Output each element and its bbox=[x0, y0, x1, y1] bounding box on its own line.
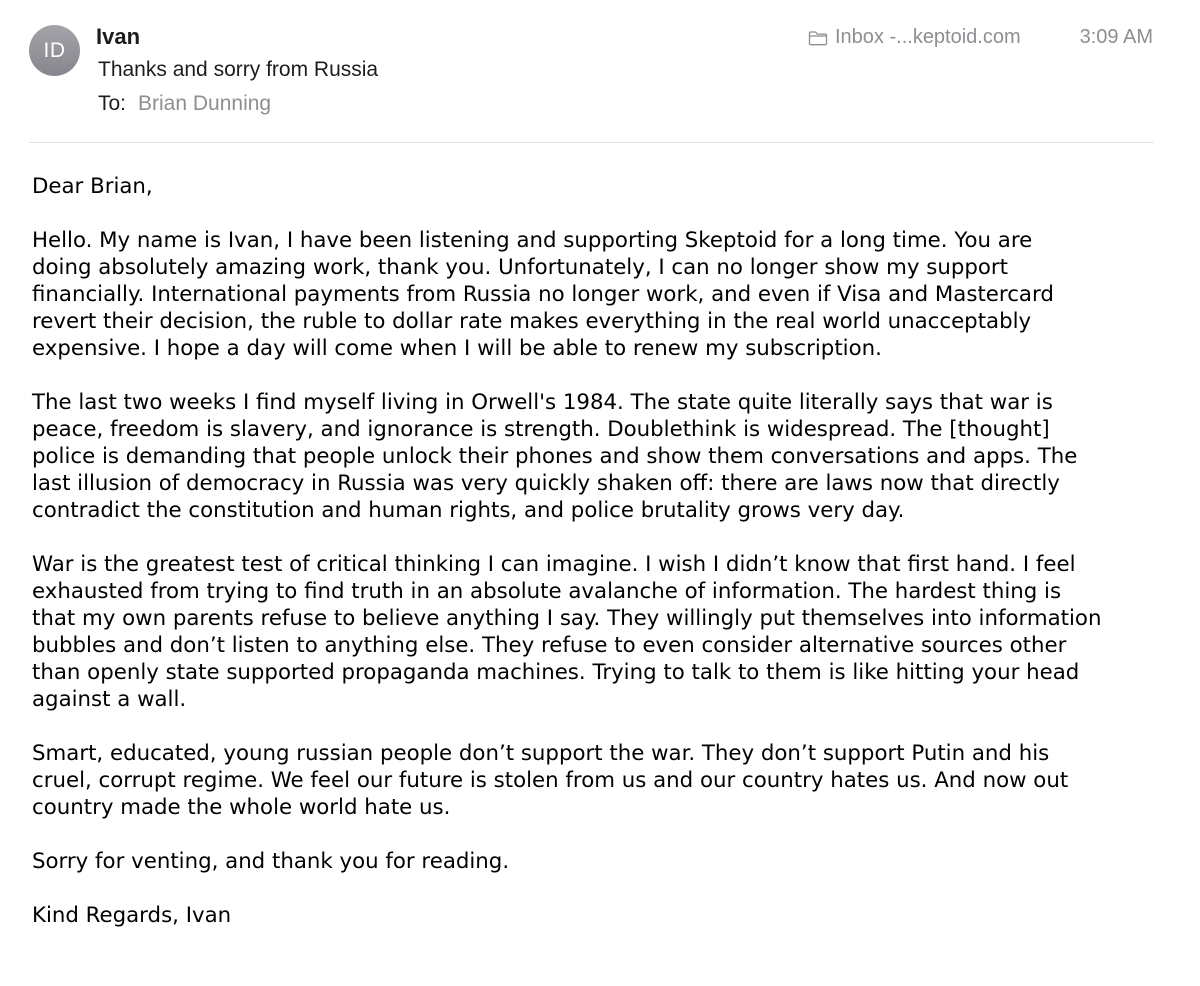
message-body bbox=[32, 173, 1172, 956]
body-line: contradict the constitution and human rights, and police brutality grows very day. bbox=[32, 498, 905, 523]
header-divider bbox=[29, 142, 1154, 143]
mailbox-location[interactable] bbox=[808, 26, 1021, 49]
paragraph-2 bbox=[32, 389, 1172, 524]
body-line: last illusion of democracy in Russia was very quickly shaken off: there are laws now that directly bbox=[32, 471, 1060, 496]
body-line: against a wall. bbox=[32, 687, 187, 712]
body-line: financially. International payments from Russia no longer work, and even if Visa and Mastercard bbox=[32, 282, 1054, 307]
body-line: peace, freedom is slavery, and ignorance is strength. Doublethink is widespread. The [thought] bbox=[32, 417, 1050, 442]
body-line: Smart, educated, young russian people don’t support the war. They don’t support Putin and his bbox=[32, 741, 1050, 766]
signoff: Kind Regards, Ivan bbox=[32, 903, 232, 928]
body-line: than openly state supported propaganda machines. Trying to talk to them is like hitting your head bbox=[32, 660, 1080, 685]
paragraph-4 bbox=[32, 740, 1172, 821]
body-line: bubbles and don’t listen to anything else. They refuse to even consider alternative sources other bbox=[32, 633, 1067, 658]
body-line: War is the greatest test of critical thinking I can imagine. I wish I didn’t know that first hand. I feel bbox=[32, 552, 1076, 577]
mailbox-label: Inbox -...keptoid.com bbox=[835, 26, 1021, 48]
sender-name[interactable]: Ivan bbox=[96, 24, 141, 49]
to-label: To: bbox=[98, 92, 127, 115]
recipient-name[interactable]: Brian Dunning bbox=[138, 92, 272, 115]
body-line: that my own parents refuse to believe anything I say. They willingly put themselves into information bbox=[32, 606, 1102, 631]
body-line: revert their decision, the ruble to dollar rate makes everything in the real world unacceptably bbox=[32, 309, 1032, 334]
body-line: Hello. My name is Ivan, I have been listening and supporting Skeptoid for a long time. You are bbox=[32, 228, 1033, 253]
greeting: Dear Brian, bbox=[32, 174, 153, 199]
body-line: doing absolutely amazing work, thank you. Unfortunately, I can no longer show my support bbox=[32, 255, 1009, 280]
folder-icon bbox=[808, 30, 828, 46]
body-line: exhausted from trying to find truth in an absolute avalanche of information. The hardest thing is bbox=[32, 579, 1062, 604]
received-time: 3:09 AM bbox=[1079, 26, 1153, 48]
body-line: country made the whole world hate us. bbox=[32, 795, 451, 820]
subject-line: Thanks and sorry from Russia bbox=[98, 58, 379, 81]
paragraph-3 bbox=[32, 551, 1172, 713]
paragraph-5: Sorry for venting, and thank you for reading. bbox=[32, 849, 510, 874]
body-line: The last two weeks I find myself living in Orwell's 1984. The state quite literally says that war is bbox=[32, 390, 1053, 415]
body-line: cruel, corrupt regime. We feel our future is stolen from us and our country hates us. And now out bbox=[32, 768, 1069, 793]
body-line: police is demanding that people unlock their phones and show them conversations and apps. The bbox=[32, 444, 1078, 469]
paragraph-1 bbox=[32, 227, 1172, 362]
message-header bbox=[0, 0, 1200, 143]
avatar[interactable]: ID bbox=[29, 25, 80, 76]
recipients-row bbox=[98, 92, 271, 116]
body-line: expensive. I hope a day will come when I will be able to renew my subscription. bbox=[32, 336, 882, 361]
